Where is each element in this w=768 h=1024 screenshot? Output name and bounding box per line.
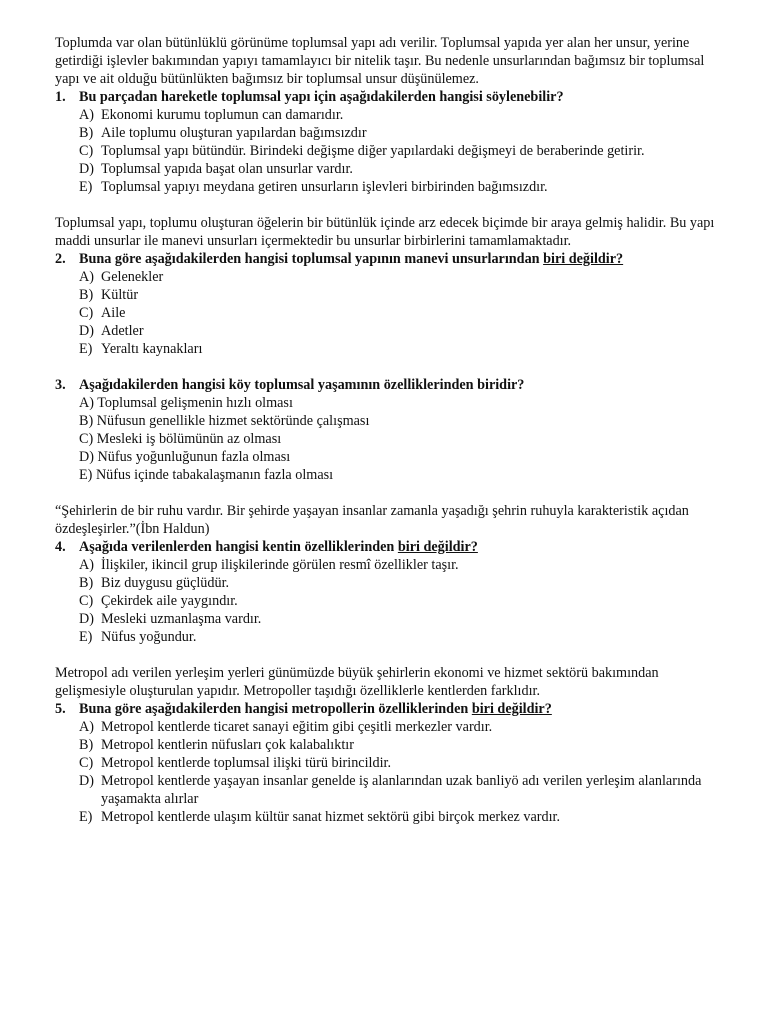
- question-4-stem: [55, 538, 728, 556]
- question-emphasis: biri değildir?: [471, 701, 552, 717]
- question-2-stem: [55, 250, 728, 268]
- passage-2: Toplumsal yapı, toplumu oluşturan öğelerin bir bütünlük içinde arz edecek biçimde bir araya gelmiş halidir. Bu yapı maddi unsurlar ile manevi unsurları içermektedir bu unsurlar birbirlerini tamamlamaktadır.: [55, 215, 715, 249]
- option-d[interactable]: D) Toplumsal yapıda başat olan unsurlar vardır.: [79, 161, 353, 177]
- passage-4-quote: “Şehirlerin de bir ruhu vardır. Bir şehirde yaşayan insanlar zamanla yaşadığı şehrin ruhuyla karakteristik açıdan özdeşleşirler.”(İbn Haldun): [55, 503, 689, 537]
- question-4-options: [55, 556, 728, 646]
- question-1-options: [55, 106, 728, 196]
- question-text: Buna göre aşağıdakilerden hangisi toplumsal yapının manevi unsurlarından: [79, 251, 544, 267]
- option-d[interactable]: D) Adetler: [79, 323, 144, 339]
- spacer: [55, 196, 728, 214]
- option-c[interactable]: C) Çekirdek aile yaygındır.: [79, 593, 238, 609]
- question-text: Buna göre aşağıdakilerden hangisi metropollerin özelliklerinden: [79, 701, 472, 717]
- option-c[interactable]: C) Aile: [79, 305, 126, 321]
- spacer: [55, 646, 728, 664]
- spacer: [55, 484, 728, 502]
- option-b[interactable]: B) Kültür: [79, 287, 139, 303]
- question-5-stem: [55, 700, 728, 718]
- question-text: Aşağıda verilenlerden hangisi kentin özelliklerinden: [79, 539, 398, 555]
- spacer: [55, 358, 728, 376]
- question-number: 2.: [55, 251, 66, 267]
- question-number: 4.: [55, 539, 66, 555]
- option-a[interactable]: A) İlişkiler, ikincil grup ilişkilerinde görülen resmî özellikler taşır.: [79, 557, 459, 573]
- option-b[interactable]: B) Biz duygusu güçlüdür.: [79, 575, 230, 591]
- question-text: Bu parçadan hareketle toplumsal yapı için aşağıdakilerden hangisi söylenebilir?: [79, 89, 564, 105]
- option-e[interactable]: E) Yeraltı kaynakları: [79, 341, 203, 357]
- option-c[interactable]: C) Toplumsal yapı bütündür. Birindeki değişme diğer yapılardaki değişmeyi de beraberinde getirir.: [79, 143, 645, 159]
- option-d[interactable]: D) Nüfus yoğunluğunun fazla olması: [79, 449, 291, 465]
- question-number: 3.: [55, 377, 66, 393]
- question-emphasis: biri değildir?: [543, 251, 624, 267]
- option-a[interactable]: A) Ekonomi kurumu toplumun can damarıdır.: [79, 107, 344, 123]
- question-text: Aşağıdakilerden hangisi köy toplumsal yaşamının özelliklerinden biridir?: [79, 377, 525, 393]
- question-number: 1.: [55, 89, 66, 105]
- option-a[interactable]: A) Gelenekler: [79, 269, 164, 285]
- option-b[interactable]: B) Nüfusun genellikle hizmet sektöründe çalışması: [79, 413, 370, 429]
- question-1-stem: [55, 88, 728, 106]
- passage-5: Metropol adı verilen yerleşim yerleri günümüzde büyük şehirlerin ekonomi ve hizmet sektörü bakımından gelişmesiyle oluşturulan yapıdır. Metropoller taşıdığı özelliklerle kentlerden farklıdır.: [55, 665, 659, 699]
- passage-1: Toplumda var olan bütünlüklü görünüme toplumsal yapı adı verilir. Toplumsal yapıda yer alan her unsur, yerine getirdiği işlevler bakımından yapıyı tamamlayıcı bir nitelik taşır. Bu nedenle unsurlarından bağımsız bir toplumsal yapı ve ait olduğu bütünlükten bağımsız bir toplumsal unsur düşünülemez.: [55, 35, 705, 87]
- option-d[interactable]: D) Metropol kentlerde yaşayan insanlar genelde iş alanlarından uzak banliyö adı verilen yerleşim alanlarında yaşamakta alırlar: [79, 773, 702, 807]
- option-d[interactable]: D) Mesleki uzmanlaşma vardır.: [79, 611, 262, 627]
- option-c[interactable]: C) Metropol kentlerde toplumsal ilişki türü birincildir.: [79, 755, 392, 771]
- question-3-options: [55, 394, 728, 484]
- option-e[interactable]: E) Nüfus içinde tabakalaşmanın fazla olması: [79, 467, 334, 483]
- option-a[interactable]: A) Metropol kentlerde ticaret sanayi eğitim gibi çeşitli merkezler vardır.: [79, 719, 493, 735]
- option-e[interactable]: E) Toplumsal yapıyı meydana getiren unsurların işlevleri birbirinden bağımsızdır.: [79, 179, 548, 195]
- option-b[interactable]: B) Aile toplumu oluşturan yapılardan bağımsızdır: [79, 125, 367, 141]
- question-number: 5.: [55, 701, 66, 717]
- option-b[interactable]: B) Metropol kentlerin nüfusları çok kalabalıktır: [79, 737, 354, 753]
- question-2-options: [55, 268, 728, 358]
- option-c[interactable]: C) Mesleki iş bölümünün az olması: [79, 431, 282, 447]
- option-a[interactable]: A) Toplumsal gelişmenin hızlı olması: [79, 395, 293, 411]
- option-e[interactable]: E) Nüfus yoğundur.: [79, 629, 197, 645]
- question-emphasis: biri değildir?: [397, 539, 478, 555]
- option-e[interactable]: E) Metropol kentlerde ulaşım kültür sanat hizmet sektörü gibi birçok merkez vardır.: [79, 809, 560, 825]
- question-3-stem: [55, 376, 728, 394]
- question-5-options: [55, 718, 728, 826]
